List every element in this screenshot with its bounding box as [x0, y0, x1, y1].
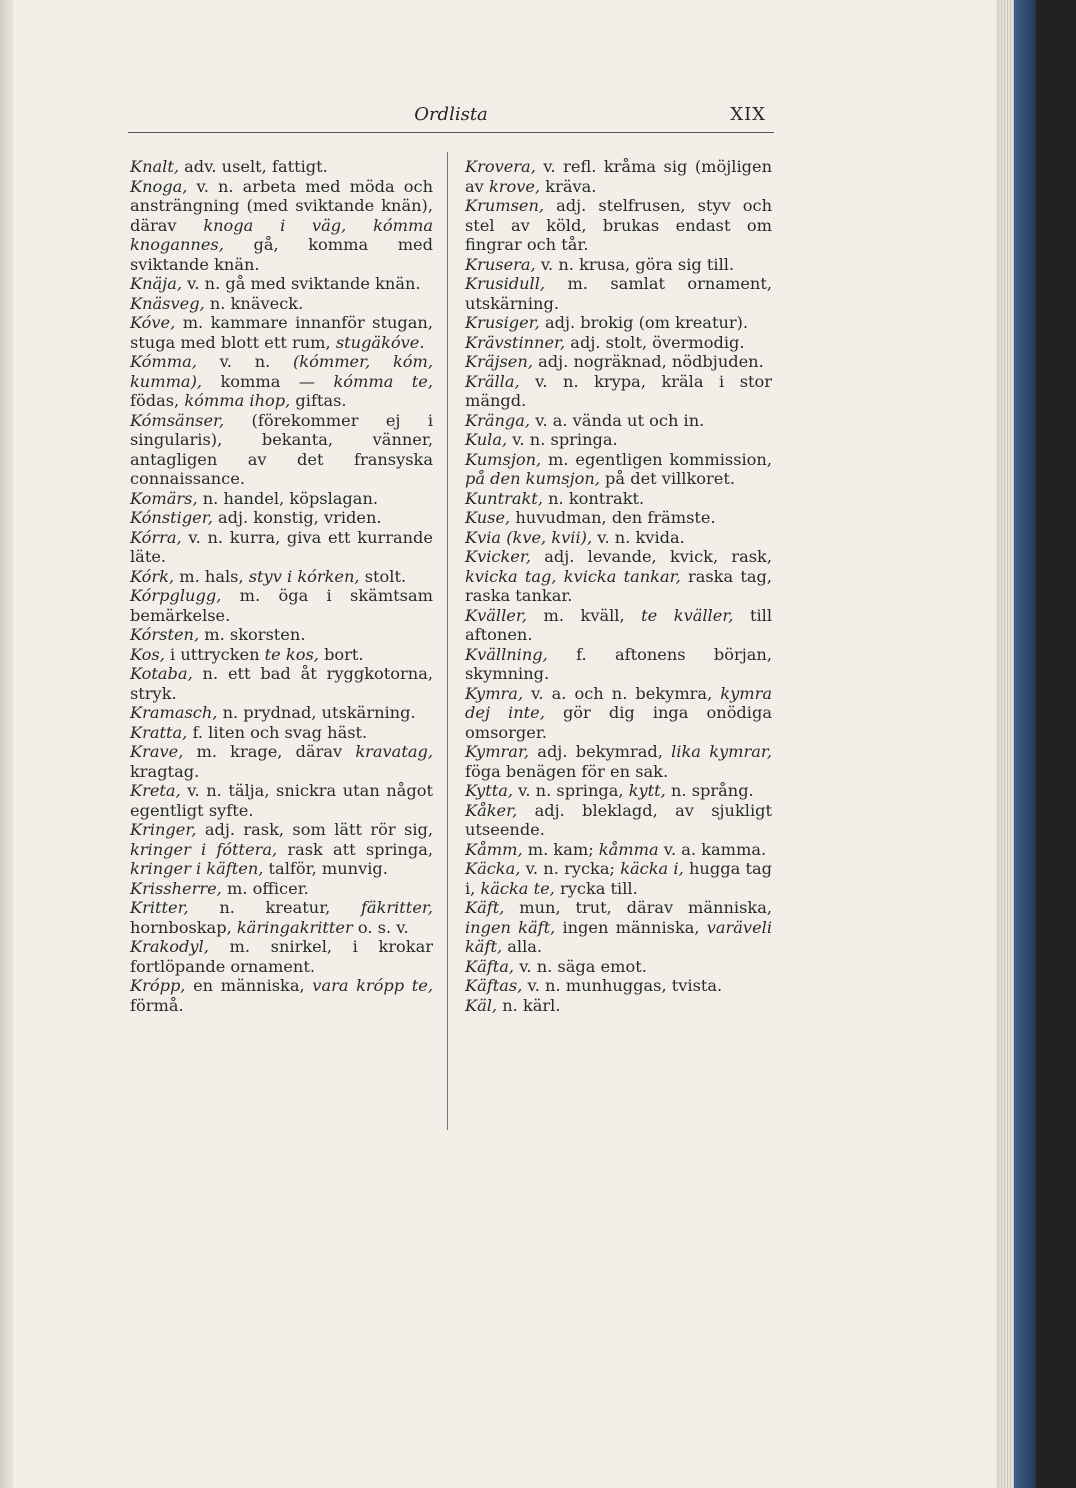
- headword: Kränga,: [465, 410, 531, 430]
- definition-text: rycka till.: [554, 878, 638, 898]
- header-rule: [128, 132, 774, 133]
- italic-phrase: kringer i fóttera,: [130, 839, 278, 859]
- definition-text: n. språng.: [665, 781, 754, 800]
- headword: Kos,: [130, 644, 165, 664]
- definition-text: hornboskap,: [130, 917, 237, 937]
- glossary-entry: [130, 625, 433, 645]
- glossary-entry: [465, 606, 772, 645]
- definition-text: mun, trut, därav människa,: [504, 898, 772, 917]
- headword: Krusidull,: [465, 274, 546, 293]
- headword: Kórk,: [130, 566, 175, 586]
- running-header: [128, 104, 774, 130]
- glossary-entry: [130, 937, 433, 976]
- glossary-entry: [465, 352, 772, 372]
- definition-text: v. n. krypa, kräla i stor mängd.: [465, 371, 772, 410]
- glossary-entry: [465, 645, 772, 684]
- definition-text: adj. stelfrusen, styv och stel av köld, brukas endast om fingrar och tår.: [465, 196, 772, 254]
- definition-text: n. kontrakt.: [542, 488, 645, 508]
- glossary-entry: [465, 372, 772, 411]
- glossary-entry: [130, 645, 433, 665]
- book-cover-board: [1014, 0, 1036, 1488]
- italic-phrase: kringer i käften,: [130, 859, 264, 878]
- glossary-entry: [465, 196, 772, 255]
- italic-phrase: knoga i väg, kómma knogannes,: [130, 215, 433, 254]
- definition-text: n. knäveck.: [204, 293, 304, 313]
- italic-phrase: lika kymrar,: [671, 742, 772, 761]
- definition-text: n. handel, köpslagan.: [197, 488, 379, 508]
- italic-phrase: kvicka tag, kvicka tankar,: [465, 566, 681, 586]
- definition-text: m. krage, därav: [183, 742, 356, 761]
- headword: Kräjsen,: [465, 352, 533, 371]
- definition-text: adj. levande, kvick, rask,: [530, 547, 772, 566]
- definition-text: f. liten och svag häst.: [187, 722, 368, 742]
- definition-text: adj. nogräknad, nödbjuden.: [532, 352, 764, 371]
- definition-text: n. prydnad, utskärning.: [217, 703, 416, 722]
- definition-text: m. egentligen kommission,: [541, 449, 772, 469]
- italic-phrase: kåmma: [598, 839, 659, 859]
- headword: Krusiger,: [465, 313, 540, 332]
- glossary-entry: [130, 508, 433, 528]
- italic-phrase: styv i kórken,: [248, 566, 360, 586]
- definition-text: v. a. vända ut och in.: [530, 410, 705, 430]
- headword: Kómsänser,: [130, 410, 225, 430]
- headword: Kreta,: [130, 781, 181, 800]
- glossary-entry: [130, 352, 433, 411]
- glossary-entry: [130, 411, 433, 489]
- headword: Krovera,: [465, 157, 536, 176]
- definition-text: n. kärl.: [497, 995, 561, 1015]
- glossary-entry: [130, 976, 433, 1015]
- definition-text: gå, komma med sviktande knän.: [130, 235, 433, 274]
- definition-text: giftas.: [290, 391, 347, 410]
- glossary-entry: [465, 333, 772, 353]
- glossary-entry: [130, 313, 433, 352]
- glossary-entry: [465, 508, 772, 528]
- definition-text: en människa,: [185, 976, 313, 995]
- headword: Kramasch,: [130, 703, 218, 722]
- headword: Knalt,: [130, 157, 179, 176]
- glossary-entry: [465, 313, 772, 333]
- glossary-entry: [130, 781, 433, 820]
- italic-phrase: käcka te,: [480, 878, 555, 898]
- headword: Kuntrakt,: [465, 488, 543, 508]
- definition-text: v. a. och n. bekymra,: [523, 683, 721, 703]
- definition-text: adj. bekymrad,: [529, 742, 672, 761]
- italic-phrase: ingen käft,: [465, 917, 556, 937]
- headword: Kónstiger,: [130, 508, 213, 527]
- italic-phrase: käringakritter: [236, 917, 353, 937]
- glossary-entry: [465, 528, 772, 548]
- definition-text: förmå.: [130, 995, 184, 1015]
- headword: Kytta,: [465, 781, 514, 800]
- italic-phrase: (kómmer, kóm, kumma),: [130, 352, 433, 391]
- glossary-entry: [130, 489, 433, 509]
- italic-phrase: fäkritter,: [360, 898, 433, 917]
- glossary-entry: [130, 274, 433, 294]
- definition-text: kragtag.: [130, 761, 200, 781]
- glossary-entry: [465, 684, 772, 743]
- definition-text: stolt.: [359, 566, 407, 586]
- italic-phrase: te kos,: [264, 644, 319, 664]
- glossary-entry: [465, 742, 772, 781]
- page-gutter-shadow: [0, 0, 14, 1488]
- definition-text: m. samlat ornament, utskärning.: [465, 274, 772, 313]
- glossary-column-left: [130, 157, 433, 1015]
- definition-text: v. n. springa.: [507, 430, 618, 449]
- headword: Krävstinner,: [465, 332, 566, 352]
- glossary-entry: [465, 430, 772, 450]
- definition-text: v. n. rycka;: [520, 859, 621, 878]
- glossary-entry: [130, 820, 433, 879]
- headword: Kula,: [465, 430, 508, 449]
- glossary-entry: [130, 664, 433, 703]
- glossary-entry: [465, 781, 772, 801]
- definition-text: raska tag, raska tankar.: [465, 566, 772, 605]
- definition-text: v. n. säga emot.: [514, 956, 647, 976]
- headword: Käcka,: [465, 859, 521, 878]
- headword: Krave,: [130, 742, 184, 761]
- headword: Kymra,: [465, 683, 524, 703]
- definition-text: komma —: [202, 371, 334, 391]
- headword: Kringer,: [130, 820, 197, 839]
- headword: Knoga,: [130, 176, 188, 196]
- italic-phrase: krove,: [488, 176, 541, 196]
- definition-text: v. a. kamma.: [658, 839, 767, 859]
- definition-text: på det villkoret.: [599, 469, 736, 488]
- glossary-entry: [130, 723, 433, 743]
- definition-text: rask att springa,: [277, 839, 433, 859]
- glossary-entry: [465, 411, 772, 431]
- headword: Krusera,: [465, 254, 536, 274]
- headword: Kvia (kve, kvii),: [465, 527, 593, 547]
- glossary-entry: [465, 489, 772, 509]
- definition-text: v. n. kurra, giva ett kurrande läte.: [130, 527, 433, 566]
- definition-text: m. hals,: [174, 566, 249, 586]
- definition-text: adv. uselt, fattigt.: [179, 157, 328, 176]
- definition-text: m. snirkel, i krokar fortlöpande ornament.: [130, 937, 433, 976]
- glossary-entry: [465, 547, 772, 606]
- glossary-entry: [130, 586, 433, 625]
- headword: Kvicker,: [465, 547, 531, 566]
- headword: Krópp,: [130, 976, 186, 995]
- definition-text: ingen människa,: [555, 917, 707, 937]
- headword: Kväller,: [465, 605, 527, 625]
- definition-text: v. n. munhuggas, tvista.: [522, 976, 723, 995]
- headword: Krakodyl,: [130, 937, 209, 956]
- definition-text: n. kreatur,: [188, 898, 361, 917]
- definition-text: adj. bleklagd, av sjukligt utseende.: [465, 800, 772, 839]
- headword: Kóve,: [130, 313, 176, 332]
- glossary-entry: [130, 742, 433, 781]
- glossary-entry: [465, 859, 772, 898]
- italic-phrase: te kväller,: [641, 605, 734, 625]
- page-number: XIX: [730, 104, 766, 125]
- italic-phrase: vara krópp te,: [312, 976, 433, 995]
- glossary-entry: [465, 801, 772, 840]
- headword: Kuse,: [465, 508, 511, 527]
- italic-phrase: kómma te,: [333, 371, 434, 391]
- definition-text: v. n.: [196, 352, 293, 371]
- glossary-entry: [465, 450, 772, 489]
- definition-text: adj. konstig, vriden.: [212, 508, 382, 527]
- definition-text: gör dig inga onödiga omsorger.: [465, 703, 772, 742]
- definition-text: till aftonen.: [465, 605, 772, 644]
- headword: Kymrar,: [465, 742, 530, 761]
- definition-text: o. s. v.: [352, 917, 409, 937]
- definition-text: (förekommer ej i singularis), bekanta, vänner, antagligen av det fransyska connaissance.: [130, 410, 433, 488]
- headword: Krumsen,: [465, 196, 545, 215]
- definition-text: v. n. arbeta med möda och ansträngning (med sviktande knän), därav: [130, 176, 433, 235]
- headword: Käl,: [465, 995, 498, 1015]
- column-divider: [447, 152, 448, 1130]
- headword: Knäja,: [130, 274, 182, 293]
- glossary-entry: [130, 703, 433, 723]
- definition-text: födas,: [130, 391, 185, 410]
- glossary-entry: [465, 898, 772, 957]
- definition-text: m. öga i skämtsam bemärkelse.: [130, 586, 433, 625]
- italic-phrase: käcka i,: [620, 859, 684, 878]
- glossary-entry: [130, 294, 433, 314]
- definition-text: v. refl. kråma sig (möjligen av: [465, 157, 772, 196]
- italic-phrase: på den kumsjon,: [465, 469, 600, 488]
- headword: Kómma,: [130, 352, 197, 371]
- headword: Kórsten,: [130, 625, 200, 644]
- definition-text: v. n. tälja, snickra utan något egentligt syfte.: [130, 781, 433, 820]
- definition-text: adj. brokig (om kreatur).: [539, 313, 749, 332]
- glossary-entry: [465, 957, 772, 977]
- glossary-entry: [130, 879, 433, 899]
- glossary-entry: [465, 840, 772, 860]
- glossary-entry: [465, 274, 772, 313]
- headword: Käfta,: [465, 956, 515, 976]
- headword: Kórpglugg,: [130, 586, 222, 605]
- definition-text: f. aftonens början, skymning.: [465, 644, 772, 683]
- definition-text: m. skorsten.: [199, 625, 306, 644]
- definition-text: i uttrycken: [164, 644, 265, 664]
- definition-text: talför, munvig.: [263, 859, 388, 878]
- italic-phrase: kravatag,: [355, 742, 433, 761]
- headword: Kritter,: [130, 898, 189, 917]
- italic-phrase: kytt,: [628, 781, 666, 800]
- headword: Knäsveg,: [130, 293, 205, 313]
- definition-text: m. kam;: [522, 839, 599, 859]
- definition-text: v. n. kvida.: [592, 527, 685, 547]
- definition-text: m. kväll,: [526, 605, 642, 625]
- definition-text: föga benägen för en sak.: [465, 761, 669, 781]
- glossary-entry: [465, 157, 772, 196]
- header-title: Ordlista: [414, 104, 488, 125]
- definition-text: adj. stolt, övermodig.: [565, 332, 745, 352]
- headword: Krälla,: [465, 371, 520, 391]
- glossary-entry: [130, 567, 433, 587]
- glossary-column-right: [465, 157, 772, 1015]
- headword: Kratta,: [130, 722, 188, 742]
- definition-text: n. ett bad åt ryggkotorna, stryk.: [130, 664, 433, 703]
- headword: Kotaba,: [130, 664, 193, 683]
- glossary-entry: [130, 528, 433, 567]
- italic-phrase: stugäkóve.: [335, 332, 425, 352]
- definition-text: adj. rask, som lätt rör sig,: [196, 820, 433, 839]
- definition-text: bort.: [318, 644, 364, 664]
- italic-phrase: kómma ihop,: [184, 391, 291, 410]
- headword: Kåmm,: [465, 839, 523, 859]
- headword: Kåker,: [465, 800, 518, 820]
- definition-text: kräva.: [540, 176, 597, 196]
- definition-text: v. n. springa,: [513, 781, 629, 800]
- glossary-entry: [130, 898, 433, 937]
- headword: Käftas,: [465, 976, 523, 995]
- glossary-entry: [130, 157, 433, 177]
- definition-text: huvudman, den främste.: [510, 508, 716, 527]
- italic-phrase: varäveli käft,: [465, 917, 772, 956]
- headword: Kvällning,: [465, 644, 548, 664]
- definition-text: m. officer.: [221, 878, 309, 898]
- headword: Kumsjon,: [465, 449, 542, 469]
- definition-text: v. n. gå med sviktande knän.: [182, 274, 421, 293]
- glossary-entry: [130, 177, 433, 275]
- definition-text: v. n. krusa, göra sig till.: [535, 254, 735, 274]
- definition-text: hugga tag i,: [465, 859, 772, 898]
- headword: Komärs,: [130, 488, 198, 508]
- italic-phrase: kymra dej inte,: [465, 683, 772, 722]
- glossary-entry: [465, 996, 772, 1016]
- definition-text: m. kammare innanför stugan, stuga med blott ett rum,: [130, 313, 433, 352]
- glossary-entry: [465, 976, 772, 996]
- definition-text: alla.: [502, 937, 543, 956]
- glossary-entry: [465, 255, 772, 275]
- headword: Käft,: [465, 898, 505, 917]
- headword: Kórra,: [130, 527, 182, 547]
- headword: Krissherre,: [130, 878, 222, 898]
